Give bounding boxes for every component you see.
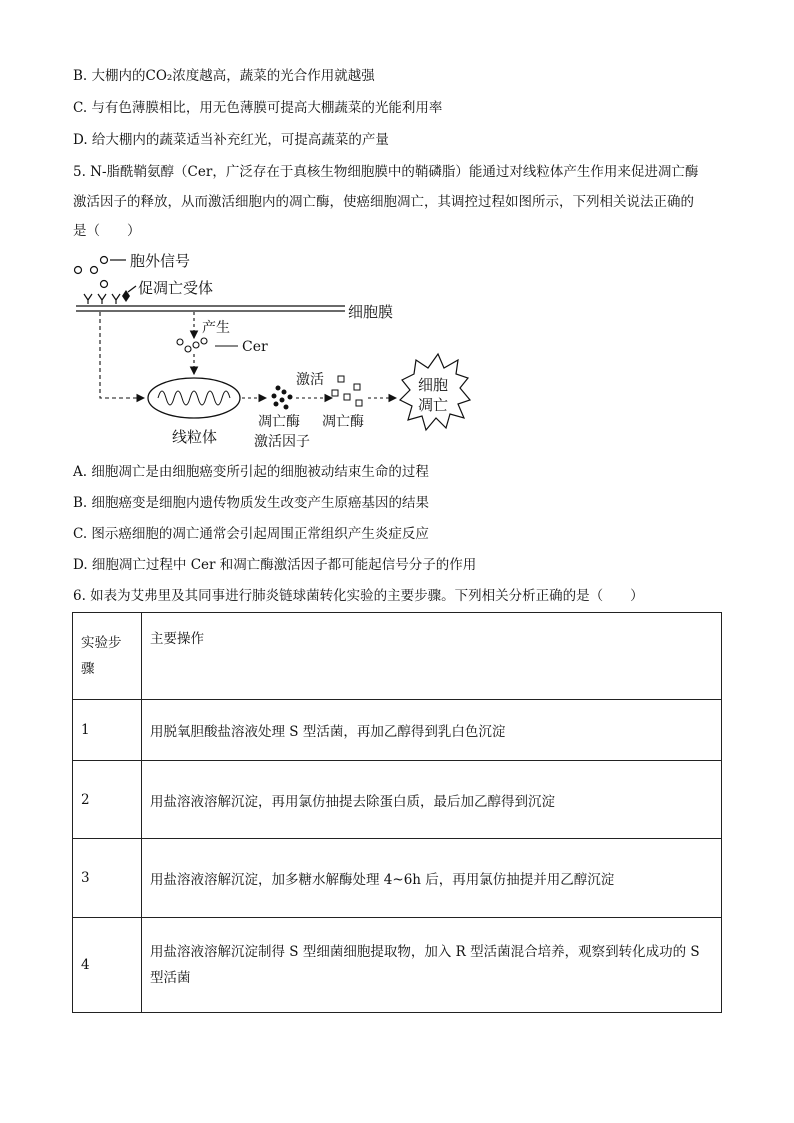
factor-dots (272, 386, 293, 410)
enzyme-squares (332, 376, 362, 406)
label-activate: 激活 (296, 372, 324, 388)
q5-stem-line1: 5. N-脂酰鞘氨醇（Cer，广泛存在于真核生物细胞膜中的鞘磷脂）能通过对线粒体产生作用来促进凋亡酶 (73, 164, 699, 180)
table-row (73, 918, 722, 1013)
label-cer: Cer (242, 339, 268, 355)
q6-stem: 6. 如表为艾弗里及其同事进行肺炎链球菌转化实验的主要步骤。下列相关分析正确的是（ ） (73, 588, 644, 604)
label-death-line2: 凋亡 (418, 396, 449, 414)
label-factor-line1: 凋亡酶 (258, 414, 300, 430)
label-receptor: 促凋亡受体 (138, 279, 214, 297)
label-membrane: 细胞膜 (348, 303, 394, 321)
label-enzyme: 凋亡酶 (322, 414, 364, 430)
q5-option-d: D. 细胞凋亡过程中 Cer 和凋亡酶激活因子都可能起信号分子的作用 (73, 557, 477, 573)
q4-option-c: C. 与有色薄膜相比，用无色薄膜可提高大棚蔬菜的光能利用率 (73, 100, 443, 116)
step-operation-line1: 用盐溶液溶解沉淀制得 S 型细菌细胞提取物，加入 R 型活菌混合培养，观察到转化成功的 S (150, 944, 700, 960)
header-operation-label: 主要操作 (150, 631, 204, 647)
header-operation (142, 613, 722, 700)
receptor-icons (84, 294, 120, 304)
label-death-line1: 细胞 (418, 376, 449, 394)
step-operation: 用盐溶液溶解沉淀，再用氯仿抽提去除蛋白质，最后加乙醇得到沉淀 (142, 761, 722, 839)
header-step-line1: 实验步 (81, 635, 122, 651)
mitochondrion-icon (148, 378, 240, 418)
step-number: 3 (73, 839, 142, 918)
q4-option-b: B. 大棚内的CO₂浓度越高，蔬菜的光合作用就越强 (73, 68, 375, 84)
apoptosis-diagram (70, 250, 490, 460)
step-operation: 用盐溶液溶解沉淀，加多糖水解酶处理 4~6h 后，再用氯仿抽提并用乙醇沉淀 (142, 839, 722, 918)
step-operation: 用脱氧胆酸盐溶液处理 S 型活菌，再加乙醇得到乳白色沉淀 (142, 700, 722, 761)
q5-option-b: B. 细胞癌变是细胞内遗传物质发生改变产生原癌基因的结果 (73, 495, 430, 511)
label-extracellular-signal: 胞外信号 (130, 252, 191, 270)
cer-molecules (177, 338, 207, 352)
header-step (73, 613, 142, 700)
step-operation (142, 918, 722, 1013)
q5-option-a: A. 细胞凋亡是由细胞癌变所引起的细胞被动结束生命的过程 (73, 464, 429, 480)
signal-molecules (75, 257, 108, 288)
label-factor-line2: 激活因子 (254, 434, 310, 450)
step-number: 2 (73, 761, 142, 839)
table-row (73, 700, 722, 761)
table-row (73, 761, 722, 839)
experiment-steps-table (72, 612, 722, 1013)
q5-stem-line2: 激活因子的释放，从而激活细胞内的凋亡酶，使癌细胞凋亡，其调控过程如图所示，下列相关说法正确的 (73, 194, 694, 210)
q5-option-c: C. 图示癌细胞的凋亡通常会引起周围正常组织产生炎症反应 (73, 526, 429, 542)
step-operation-line2: 型活菌 (150, 970, 191, 986)
q4-option-d: D. 给大棚内的蔬菜适当补充红光，可提高蔬菜的产量 (73, 132, 389, 148)
header-step-line2: 骤 (81, 661, 95, 677)
table-header-row (73, 613, 722, 700)
label-mitochondria: 线粒体 (172, 428, 218, 446)
step-number: 1 (73, 700, 142, 761)
step-number: 4 (73, 918, 142, 1013)
table-row (73, 839, 722, 918)
label-produce: 产生 (202, 320, 230, 336)
q5-stem-line3: 是（ ） (73, 223, 141, 239)
